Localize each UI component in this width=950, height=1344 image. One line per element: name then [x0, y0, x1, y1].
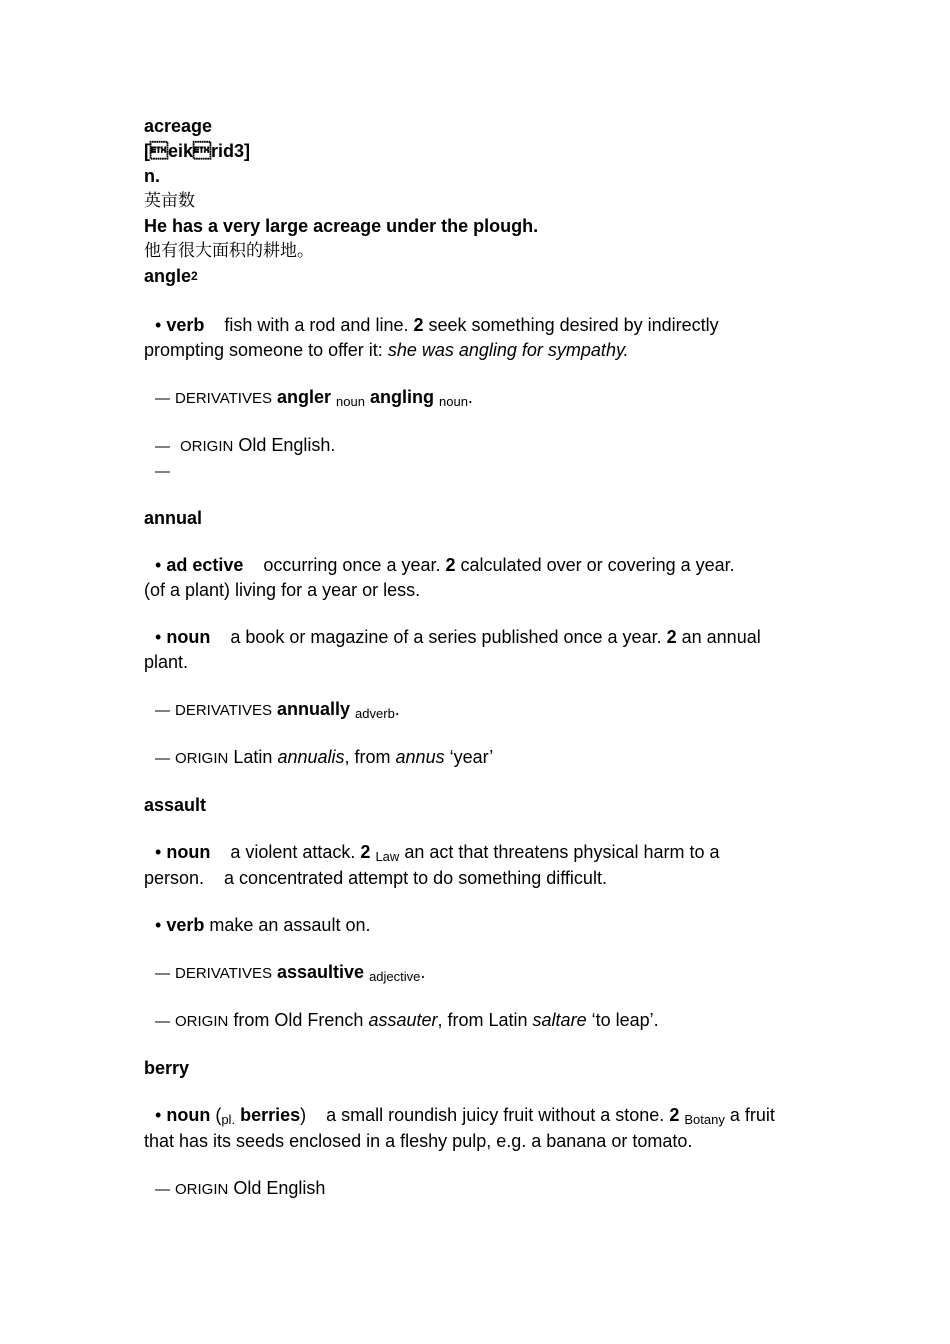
- definition-2: calculated over or covering a year.: [460, 555, 735, 575]
- derivative-pos: noun: [336, 394, 365, 409]
- origin-word: assauter: [368, 1010, 438, 1030]
- sense-noun: [144, 1103, 834, 1154]
- dictionary-page: [144, 114, 834, 1202]
- sense-verb: [144, 913, 834, 938]
- definition-1: a book or magazine of a series published once a year.: [230, 627, 662, 647]
- bullet: •: [155, 627, 162, 647]
- entry-annual: [144, 506, 834, 771]
- sense-pos: noun: [166, 842, 211, 862]
- origin-word: saltare: [532, 1010, 587, 1030]
- sense-number: 2: [666, 627, 677, 647]
- sense-pos: noun: [166, 627, 211, 647]
- derivative-pos: adjective: [369, 969, 421, 984]
- origin-text: ‘to leap’.: [591, 1010, 659, 1030]
- origin: [144, 1176, 834, 1202]
- plural-label: pl.: [221, 1112, 236, 1127]
- sense-verb: [144, 313, 834, 363]
- headword-text: angle: [144, 266, 192, 286]
- dash: —: [155, 463, 170, 480]
- example-chinese: 他有很大面积的耕地。: [144, 241, 314, 261]
- derivatives-label: DERIVATIVES: [175, 965, 272, 982]
- entry-assault: [144, 793, 834, 1034]
- paren-close: ): [300, 1105, 307, 1125]
- origin-label: ORIGIN: [175, 1181, 229, 1198]
- pronunciation: [eikrid3]: [144, 141, 251, 161]
- bullet: •: [155, 555, 162, 575]
- definition-2-cont: that has its seeds enclosed in a fleshy pulp, e.g. a banana or tomato.: [144, 1131, 693, 1151]
- definition-2: an act that threatens physical harm to a: [404, 842, 720, 862]
- definition-1: a violent attack.: [230, 842, 356, 862]
- sense-adjective: [144, 553, 834, 603]
- bullet: •: [155, 1105, 162, 1125]
- sense-noun: [144, 625, 834, 675]
- period: .: [394, 699, 400, 719]
- sense-noun: [144, 840, 834, 891]
- dash: —: [155, 1013, 170, 1030]
- origin-label: ORIGIN: [175, 750, 229, 767]
- example: she was angling for sympathy.: [387, 340, 629, 360]
- origin-label: ORIGIN: [180, 438, 234, 455]
- origin-text: , from: [344, 747, 391, 767]
- definition-1: occurring once a year.: [263, 555, 441, 575]
- derivative-pos: adverb: [355, 706, 395, 721]
- sense-number: 2: [445, 555, 456, 575]
- dash: —: [155, 1181, 170, 1198]
- dash: —: [155, 390, 170, 407]
- origin: [144, 745, 834, 771]
- derivative-word: assaultive: [277, 962, 365, 982]
- definition-2-cont: prompting someone to offer it:: [144, 340, 383, 360]
- sense-number: 2: [413, 315, 424, 335]
- dash: —: [155, 702, 170, 719]
- period: .: [420, 962, 426, 982]
- derivative-pos: noun: [439, 394, 468, 409]
- entry-acreage: [144, 114, 834, 264]
- origin-text: ‘year’: [449, 747, 494, 767]
- subject-label: Law: [375, 849, 400, 864]
- derivatives: [144, 385, 834, 411]
- example-english: He has a very large acreage under the plough.: [144, 216, 539, 236]
- derivatives-label: DERIVATIVES: [175, 390, 272, 407]
- origin: [144, 1008, 834, 1034]
- headword-acreage: acreage: [144, 116, 213, 136]
- definition-3: a concentrated attempt to do something difficult.: [224, 868, 607, 888]
- bullet: •: [155, 842, 162, 862]
- derivative-word: annually: [277, 699, 351, 719]
- origin-text: Old English.: [238, 435, 336, 455]
- subject-label: Botany: [684, 1112, 725, 1127]
- origin-text: from Old French: [233, 1010, 364, 1030]
- bullet: •: [155, 915, 162, 935]
- origin-label: ORIGIN: [175, 1013, 229, 1030]
- definition-2: a fruit: [729, 1105, 775, 1125]
- definition-1: make an assault on.: [209, 915, 371, 935]
- origin-text: , from Latin: [437, 1010, 528, 1030]
- sense-pos: verb: [166, 915, 205, 935]
- definition-2-cont: plant.: [144, 652, 189, 672]
- entry-berry: [144, 1056, 834, 1202]
- sense-number: 2: [669, 1105, 680, 1125]
- plural-form: berries: [240, 1105, 301, 1125]
- origin-text: Latin: [233, 747, 273, 767]
- dash: —: [155, 965, 170, 982]
- period: .: [467, 387, 473, 407]
- sense-pos: ad ective: [166, 555, 244, 575]
- headword-berry: berry: [144, 1058, 190, 1078]
- sense-number: 2: [360, 842, 371, 862]
- origin-word: annus: [395, 747, 445, 767]
- headword-assault: assault: [144, 795, 207, 815]
- definition-1: fish with a rod and line.: [224, 315, 409, 335]
- headword-annual: annual: [144, 508, 203, 528]
- part-of-speech: n.: [144, 166, 160, 186]
- entry-angle: [144, 264, 834, 484]
- dash: —: [155, 750, 170, 767]
- derivative-word: angling: [369, 387, 434, 407]
- bullet: •: [155, 315, 162, 335]
- origin-text: Old English: [233, 1178, 326, 1198]
- homograph-number: 2: [191, 269, 198, 283]
- derivatives: [144, 697, 834, 723]
- origin: [144, 433, 834, 484]
- definition-2: seek something desired by indirectly: [428, 315, 719, 335]
- definition-2-cont: person.: [144, 868, 205, 888]
- sense-pos: noun: [166, 1105, 211, 1125]
- derivatives: [144, 960, 834, 986]
- derivatives-label: DERIVATIVES: [175, 702, 272, 719]
- definition-3: (of a plant) living for a year or less.: [144, 580, 421, 600]
- sense-pos: verb: [166, 315, 205, 335]
- headword-angle: [144, 264, 834, 291]
- origin-word: annualis: [277, 747, 345, 767]
- paren-open: (: [215, 1105, 222, 1125]
- definition-1: a small roundish juicy fruit without a stone.: [326, 1105, 665, 1125]
- definition-2: an annual: [681, 627, 761, 647]
- meaning-chinese: 英亩数: [144, 191, 195, 211]
- derivative-word: angler: [277, 387, 332, 407]
- dash: —: [155, 438, 170, 455]
